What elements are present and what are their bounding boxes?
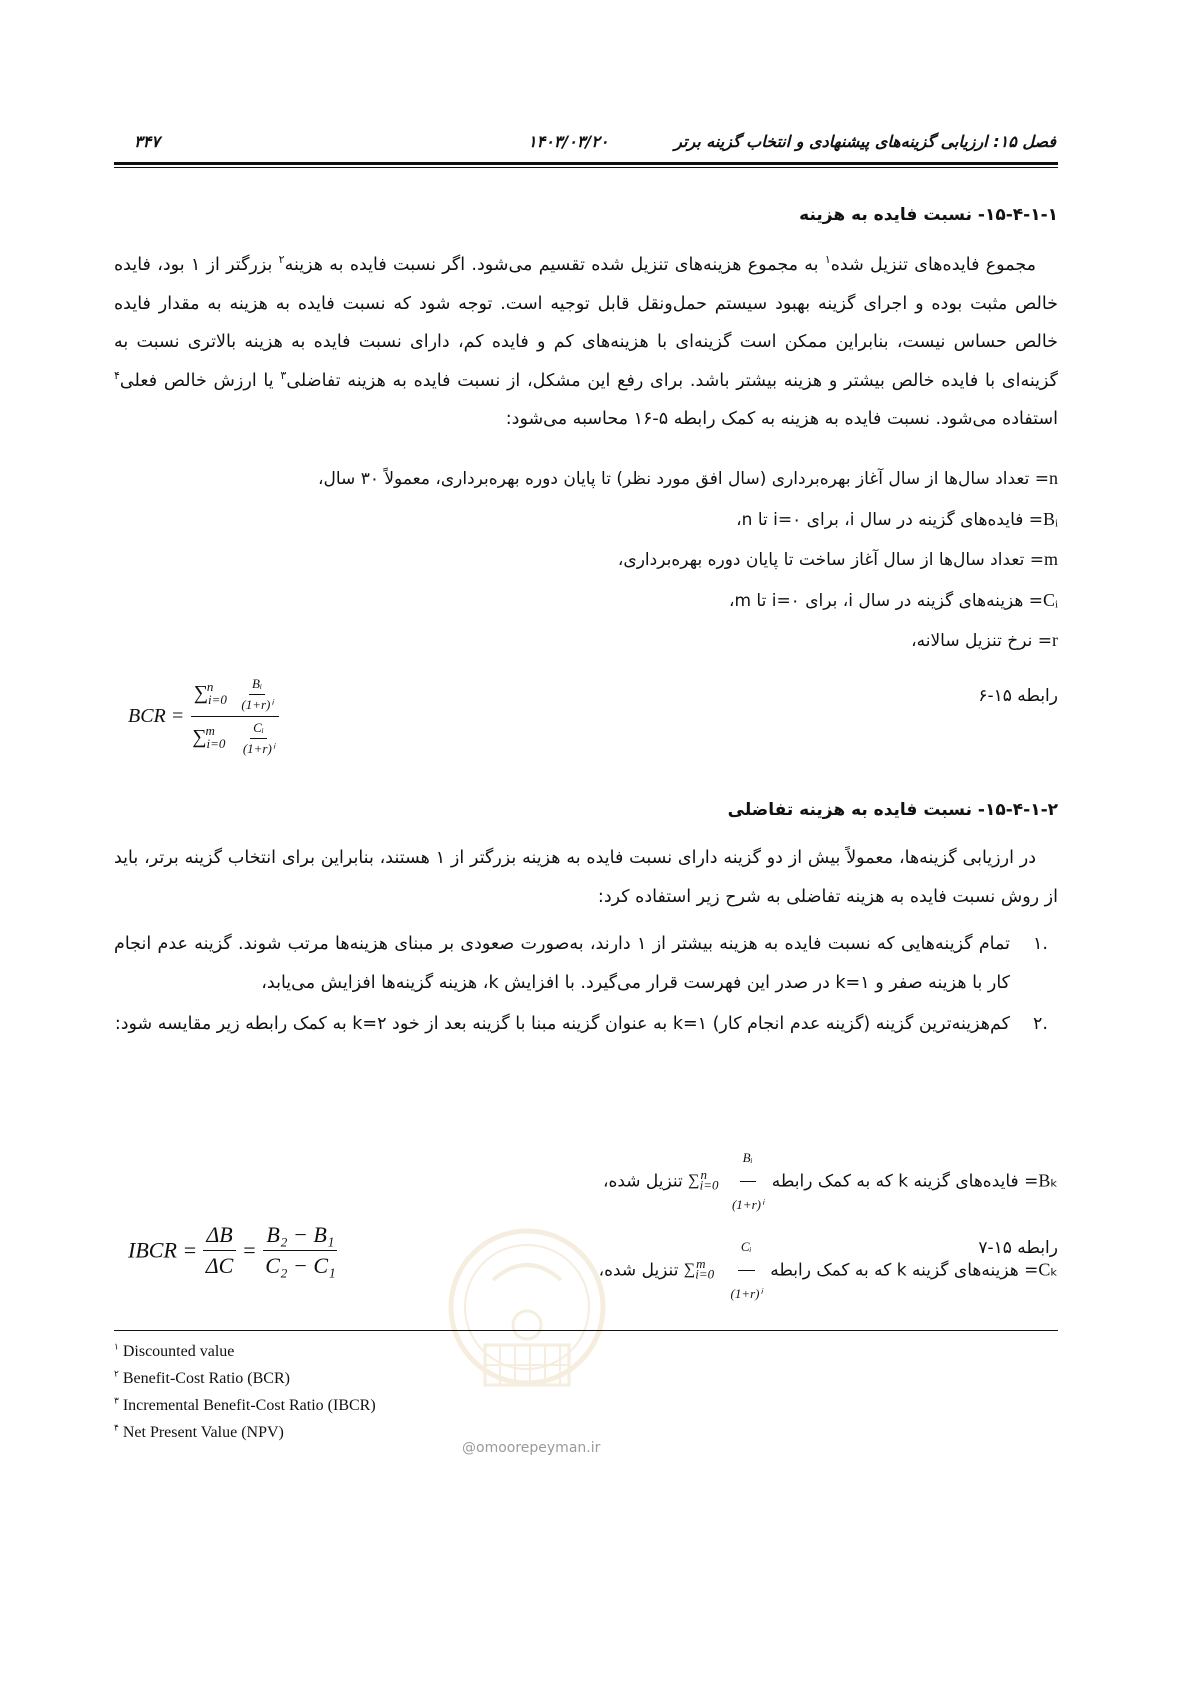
definition-item: m= تعداد سال‌ها از سال آغاز ساخت تا پایان دوره بهره‌برداری،	[617, 549, 1058, 570]
page-header	[118, 128, 1056, 158]
definition-item: n= تعداد سال‌ها از سال آغاز بهره‌برداری (سال افق مورد نظر) تا پایان دوره بهره‌برداری، معمولاً ۳۰ سال،	[318, 468, 1058, 489]
list-item: .۲ کم‌هزینه‌ترین گزینه (گزینه عدم انجام کار) k=۱ به عنوان گزینه مبنا با گزینه بعد از خود k=۲ به کمک رابطه زیر مقایسه شود:	[114, 1014, 1048, 1034]
list-item: .۱ تمام گزینه‌هایی که نسبت فایده به هزینه بیشتر از ۱ دارند، به‌صورت صعودی بر مبنای هزینه‌ها مرتب شوند. گزینه عدم انجام کار با هزینه صفر و k=۱ در صدر این فهرست قرار می‌گیرد. با افزایش k، هزینه گزینه‌ها افزایش می‌یابد،	[114, 934, 1048, 993]
header-date: ۱۴۰۳/۰۳/۲۰	[528, 132, 609, 151]
equation-bcr: BCR = $\sum_{i=0}^n$ $\frac{\text{Bᵢ}}{\text{(1+r)ⁱ}}$ $\sum_{i=0}^m$ $\frac{\text{Cᵢ}}{\text{(1+r)ⁱ}}$	[128, 676, 280, 757]
variable-definitions	[208, 459, 1058, 662]
inline-sum-cost: $\sum_{i=0}^m$ $\frac{\text{Cᵢ}}{\text{(1+r)ⁱ}}$	[684, 1226, 765, 1315]
definition-item: Bₖ= فایده‌های گزینه k که به کمک رابطه $\sum_{i=0}^n$ $\frac{\text{Bᵢ}}{\text{(1+r)ⁱ}}$ تنزیل شده،	[208, 1137, 1058, 1226]
section-heading-bcr: ۱۵-۴-۱-۱- نسبت فایده به هزینه	[799, 205, 1058, 225]
footnote-item: $^٣$ Incremental Benefit-Cost Ratio (IBCR)	[114, 1395, 376, 1414]
footnote-item: $^١$ Discounted value	[114, 1341, 235, 1360]
equation-label-6: رابطه ۱۵-۶	[978, 686, 1058, 706]
watermark-handle: @omoorepeyman.ir	[462, 1440, 601, 1456]
equation-ibcr: IBCR = $\frac{\Delta B}{\Delta C}$ = $\frac{\text{B₂ − B₁}}{\text{C₂ − C₁}}$	[128, 1222, 336, 1278]
omoor-peyman-logo-icon	[445, 1225, 610, 1400]
definition-item: Cᵢ= هزینه‌های گزینه در سال i، برای i=۰ تا m،	[728, 589, 1058, 611]
definition-item: Cₖ= هزینه‌های گزینه k که به کمک رابطه $\sum_{i=0}^m$ $\frac{\text{Cᵢ}}{\text{(1+r)ⁱ}}$ تنزیل شده،	[208, 1226, 1058, 1315]
footnote-item: $^٢$ Benefit-Cost Ratio (BCR)	[114, 1368, 290, 1387]
chapter-title: فصل ۱۵: ارزیابی گزینه‌های پیشنهادی و انتخاب گزینه برتر	[674, 132, 1056, 151]
footnote-ref-4: ۴	[114, 368, 120, 382]
section-heading-ibcr: ۱۵-۴-۱-۲- نسبت فایده به هزینه تفاضلی	[727, 800, 1058, 820]
definition-item: Bᵢ= فایده‌های گزینه در سال i، برای i=۰ تا n،	[736, 508, 1058, 530]
footnote-item: $^۴$ Net Present Value (NPV)	[114, 1422, 284, 1441]
footnote-ref-1: ۱	[824, 253, 831, 267]
definition-item: r= نرخ تنزیل سالانه،	[911, 630, 1058, 651]
page-number: ۳۴۷	[134, 132, 160, 151]
paragraph-bcr: مجموع فایده‌های تنزیل شده$^۱$ به مجموع هزینه‌های تنزیل شده تقسیم می‌شود. اگر نسبت فایده به هزینه$^۲$ بزرگتر از ۱ بود، فایده خالص مثبت بوده و اجرای گزینه بهبود سیستم حمل‌ونقل قابل توجیه است. توجه شود که نسبت فایده به هزینه به مقدار فایده خالص حساس نیست، بنابراین ممکن است گزینه‌ای با هزینه‌های کم و فایده کم، دارای نسبت فایده به هزینه بالاتری نسبت به گزینه‌ای با فایده خالص بیشتر و هزینه بیشتر باشد. برای رفع این مشکل، از نسبت فایده به هزینه تفاضلی$^۳$ یا ارزش خالص فعلی$^۴$ استفاده می‌شود. نسبت فایده به هزینه به کمک رابطه ۵-۱۶ محاسبه می‌شود:	[114, 253, 1058, 429]
paragraph-ibcr: در ارزیابی گزینه‌ها، معمولاً بیش از دو گزینه دارای نسبت فایده به هزینه بزرگتر از ۱ هستند، بنابراین برای انتخاب گزینه برتر، باید از روش نسبت فایده به هزینه تفاضلی به شرح زیر استفاده کرد:	[114, 848, 1058, 907]
footnote-ref-3: ۳	[280, 368, 287, 382]
ordered-list	[114, 925, 1058, 1044]
header-rule-thin	[114, 167, 1058, 168]
inline-sum-benefit: $\sum_{i=0}^n$ $\frac{\text{Bᵢ}}{\text{(1+r)ⁱ}}$	[688, 1137, 766, 1226]
equation-label-7: رابطه ۱۵-۷	[978, 1238, 1058, 1258]
footnote-ref-2: ۲	[278, 253, 285, 267]
footnote-rule	[114, 1330, 1058, 1331]
header-rule-thick	[114, 162, 1058, 165]
